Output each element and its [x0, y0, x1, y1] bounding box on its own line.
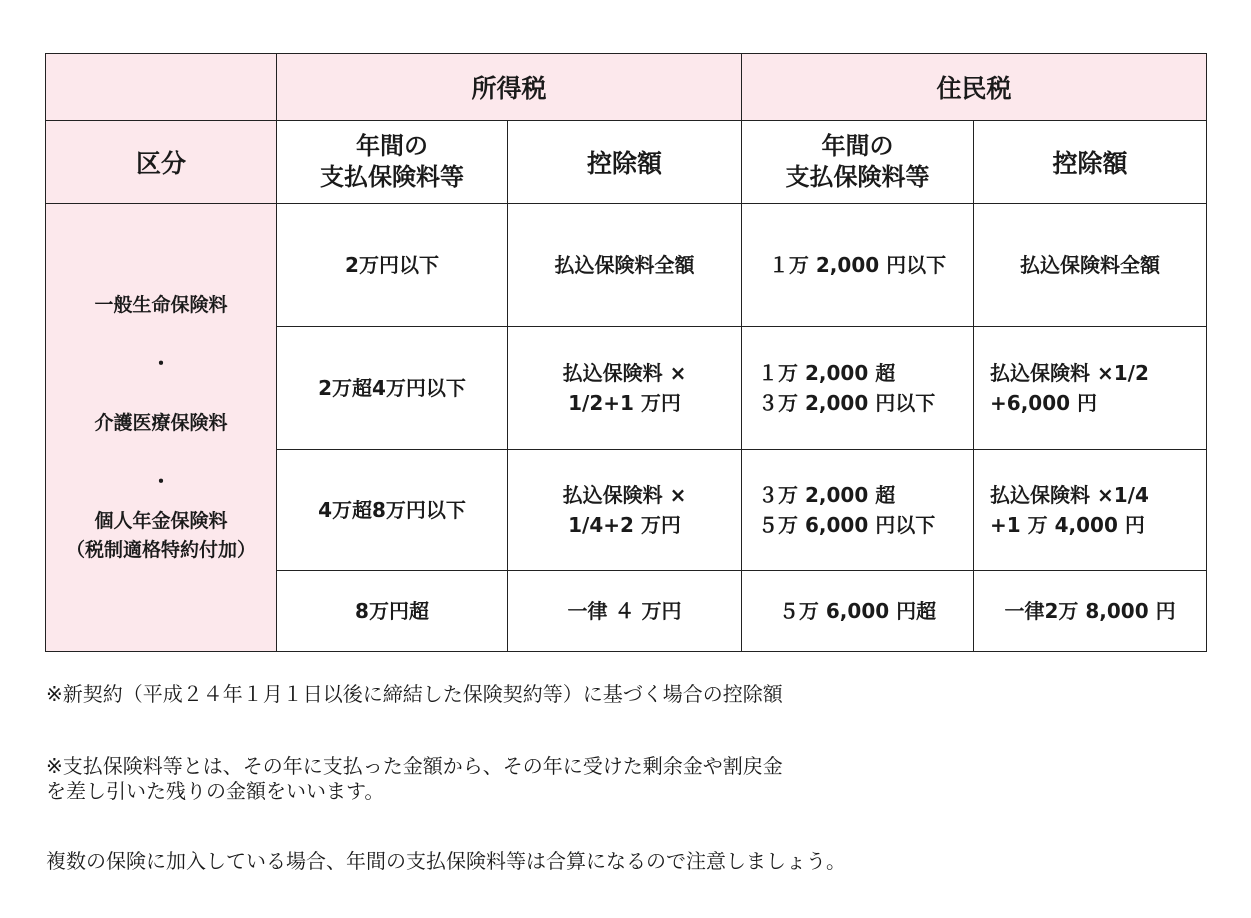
row1-income-tax-premium: 2万円以下 — [277, 204, 508, 327]
row1-income-tax-deduction: 払込保険料全額 — [508, 204, 742, 327]
category-general-life: 一般生命保険料 — [94, 293, 228, 316]
header-category: 区分 — [46, 121, 277, 204]
category-separator-dot: ・ — [151, 470, 171, 493]
row2-income-tax-premium: 2万超4万円以下 — [277, 327, 508, 450]
row3-income-tax-deduction: 払込保険料 × 1/4+2 万円 — [508, 450, 742, 571]
header-annual-premium-line1: 年間の — [356, 132, 428, 160]
category-nursing-medical: 介護医療保険料 — [94, 411, 228, 434]
row3-resident-tax-premium: ３万 2,000 超 ５万 6,000 円以下 — [742, 450, 974, 571]
row2-income-tax-deduction: 払込保険料 × 1/2+1 万円 — [508, 327, 742, 450]
row3-resident-tax-deduction: 払込保険料 ×1/4 +1 万 4,000 円 — [974, 450, 1207, 571]
header-resident-tax-deduction: 控除額 — [974, 121, 1207, 204]
header-annual-premium-line1: 年間の — [821, 132, 894, 160]
note-premium-definition-line1: ※支払保険料等とは、その年に支払った金額から、その年に受けた剰余金や割戻金 — [46, 754, 783, 778]
row4-resident-tax-deduction: 一律2万 8,000 円 — [974, 571, 1207, 652]
row2-resident-tax-premium: １万 2,000 超 ３万 2,000 円以下 — [742, 327, 974, 450]
note-premium-definition — [46, 754, 783, 804]
header-annual-premium-line2: 支払保険料等 — [320, 163, 464, 191]
row4-resident-tax-premium: ５万 6,000 円超 — [742, 571, 974, 652]
header-resident-tax-annual-premium — [742, 121, 974, 204]
category-personal-pension: 個人年金保険料 — [94, 509, 228, 532]
category-separator-dot: ・ — [151, 352, 171, 375]
header-annual-premium-line2: 支払保険料等 — [785, 163, 930, 191]
note-new-contract: ※新契約（平成２４年１月１日以後に締結した保険契約等）に基づく場合の控除額 — [46, 682, 783, 706]
category-cell — [46, 204, 277, 652]
header-income-tax-annual-premium — [277, 121, 508, 204]
insurance-deduction-table — [45, 53, 1207, 652]
category-tax-qualified-rider: （税制適格特約付加） — [65, 538, 256, 561]
note-multiple-policies: 複数の保険に加入している場合、年間の支払保険料等は合算になるので注意しましょう。 — [46, 849, 846, 873]
row4-income-tax-deduction: 一律 ４ 万円 — [508, 571, 742, 652]
row1-resident-tax-deduction: 払込保険料全額 — [974, 204, 1207, 327]
note-premium-definition-line2: を差し引いた残りの金額をいいます。 — [46, 779, 385, 803]
header-income-tax: 所得税 — [277, 54, 742, 121]
row1-resident-tax-premium: １万 2,000 円以下 — [742, 204, 974, 327]
header-blank-cell — [46, 54, 277, 121]
header-resident-tax: 住民税 — [742, 54, 1207, 121]
row4-income-tax-premium: 8万円超 — [277, 571, 508, 652]
row3-income-tax-premium: 4万超8万円以下 — [277, 450, 508, 571]
row2-resident-tax-deduction: 払込保険料 ×1/2 +6,000 円 — [974, 327, 1207, 450]
header-income-tax-deduction: 控除額 — [508, 121, 742, 204]
